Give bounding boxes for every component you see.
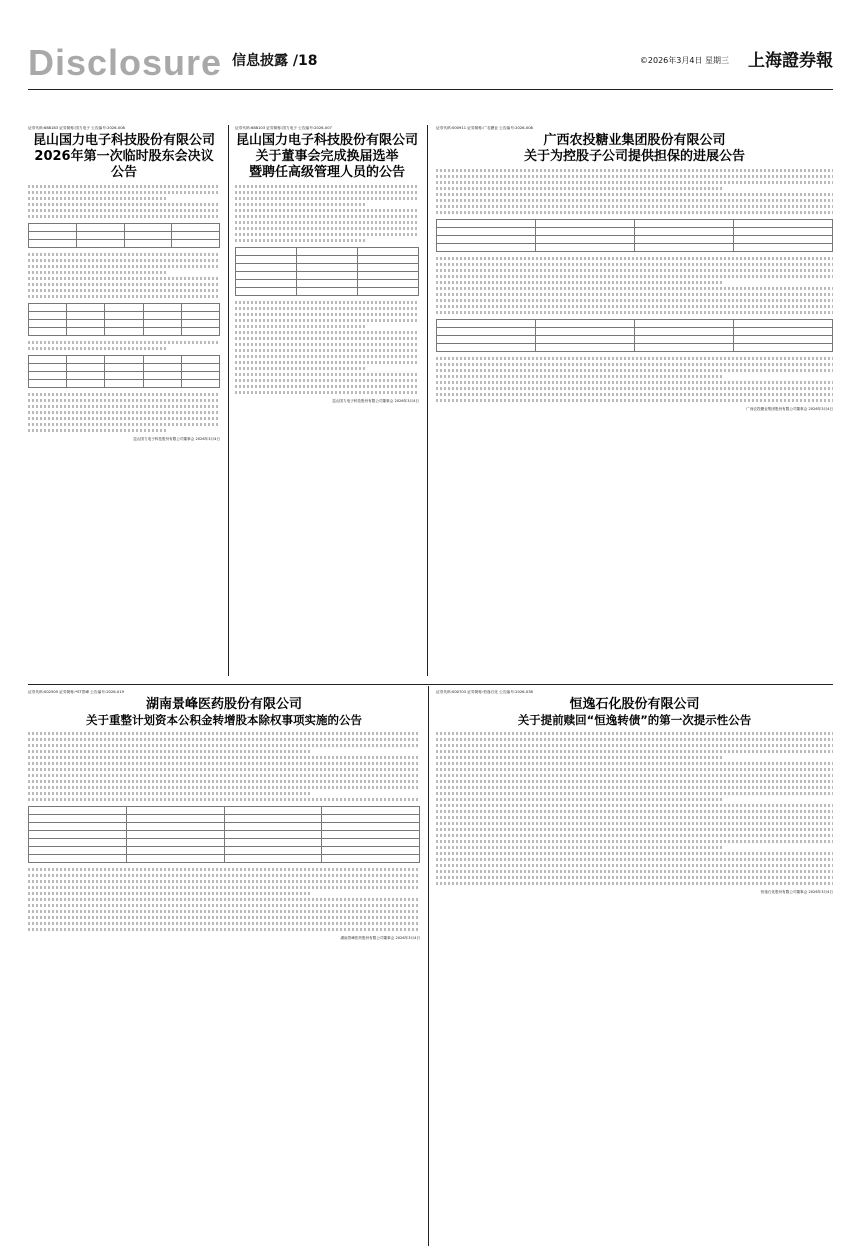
column-divider [428, 686, 429, 1246]
announcement-body [436, 169, 833, 402]
announcement-signature: 广西农投糖业集团股份有限公司董事会 2026年3月4日 [746, 407, 833, 411]
announcement-body [28, 732, 420, 931]
announcement-title: 关于董事会完成换届选举 [255, 149, 399, 164]
announcement-meta: 证券代码:002505 证券简称:*ST景峰 公告编号:2026-019 [28, 690, 124, 694]
announcement-signature: 昆山国力电子科技股份有限公司董事会 2026年3月4日 [133, 437, 220, 441]
section-page-label: 信息披露 /18 [232, 53, 318, 69]
company-title: 昆山国力电子科技股份有限公司 [32, 133, 215, 148]
company-title: 昆山国力电子科技股份有限公司 [235, 133, 418, 148]
newspaper-name: 上海證券報 [748, 51, 833, 71]
announcement-meta: 证券代码:000911 证券简称:广农糖业 公告编号:2026-008 [436, 126, 533, 130]
hengyi-bond-announcement [436, 690, 833, 1246]
financial-table [436, 219, 833, 252]
announcement-meta: 证券代码:688183 证券简称:国力电子 公告编号:2026-008 [28, 126, 125, 130]
capital-table [28, 806, 420, 863]
announcement-signature: 恒逸石化股份有限公司董事会 2026年3月4日 [760, 890, 833, 894]
company-title: 湖南景峰医药股份有限公司 [145, 697, 302, 712]
financial-table [436, 319, 833, 352]
announcement-signature: 湖南景峰医药股份有限公司董事会 2026年3月4日 [340, 936, 420, 940]
announcement-body [436, 732, 833, 885]
voting-table [28, 303, 220, 336]
column-divider [427, 125, 428, 676]
column-divider [228, 125, 229, 676]
kunshan-shareholder-announcement [28, 126, 220, 676]
announcement-body [28, 185, 220, 432]
middle-rule [28, 684, 833, 685]
announcement-meta: 证券代码:000703 证券简称:恒逸石化 公告编号:2026-038 [436, 690, 533, 694]
announcement-title: 关于重整计划资本公积金转增股本除权事项实施的公告 [86, 713, 362, 727]
masthead-rule [28, 89, 833, 90]
disclosure-wordmark: Disclosure [28, 42, 223, 83]
announcement-subtitle: 暨聘任高级管理人员的公告 [248, 165, 405, 180]
candidate-table [235, 247, 419, 296]
announcement-body [235, 185, 419, 394]
announcement-meta: 证券代码:688103 证券简称:国力电子 公告编号:2026-007 [235, 126, 332, 130]
company-title: 恒逸石化股份有限公司 [569, 697, 700, 712]
announcement-title: 关于为控股子公司提供担保的进展公告 [523, 149, 745, 164]
announcement-title: 2026年第一次临时股东会决议公告 [34, 149, 214, 180]
newspaper-masthead [28, 42, 833, 88]
resolution-table [28, 223, 220, 248]
publication-date: ©2026年3月4日 星期三 [639, 56, 729, 65]
announcement-signature: 昆山国力电子科技股份有限公司董事会 2026年3月4日 [332, 399, 419, 403]
guangxi-guarantee-announcement [436, 126, 833, 676]
announcement-title: 关于提前赎回“恒逸转债”的第一次提示性公告 [517, 713, 752, 727]
voting-table [28, 355, 220, 388]
hunan-capital-announcement [28, 690, 420, 1246]
company-title: 广西农投糖业集团股份有限公司 [543, 133, 726, 148]
kunshan-board-announcement [235, 126, 419, 676]
